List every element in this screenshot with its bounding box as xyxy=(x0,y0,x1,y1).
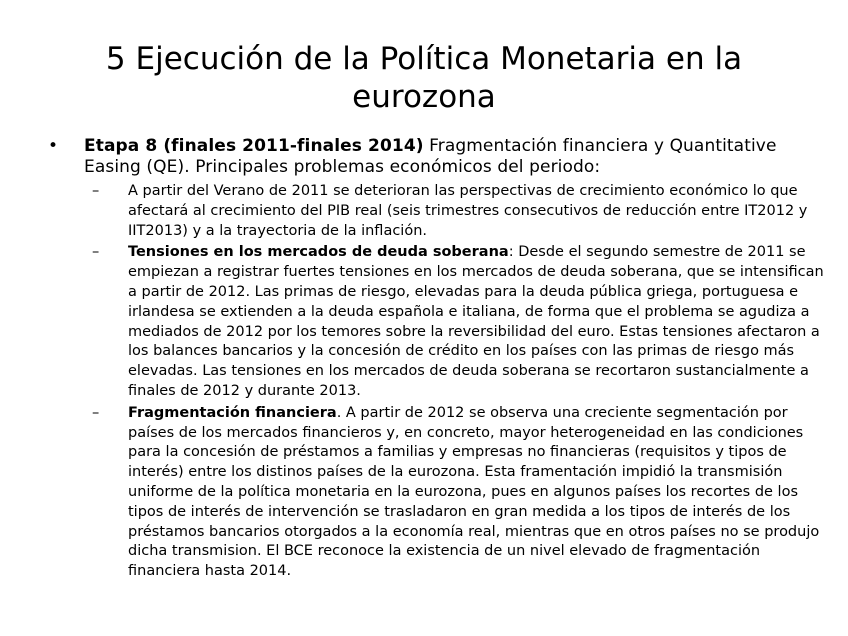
bullet-heading: Etapa 8 (finales 2011-finales 2014) xyxy=(84,136,424,156)
dash-icon: – xyxy=(92,183,100,199)
dash-icon: – xyxy=(92,404,100,421)
slide-title: 5 Ejecución de la Política Monetaria en la eurozona xyxy=(105,41,743,115)
slide-content xyxy=(48,136,830,582)
sub-item-text xyxy=(128,404,824,582)
bullet-text xyxy=(84,136,830,178)
sub-item-sovereign-debt xyxy=(48,243,830,401)
sub-item-text xyxy=(128,182,824,241)
sub-item-growth xyxy=(48,182,830,241)
sub-item-heading: Fragmentación financiera xyxy=(128,404,337,421)
sub-item-text xyxy=(128,243,824,401)
sub-item-body: . A partir de 2012 se observa una creciente segmentación por países de los mercados financieros y, en concreto, mayor heterogeneidad en las condiciones para la concesión de préstamos a familias y empresas no financieras (requisitos y tipos de interés) entre los distinos países de la eurozona. Esta framentación impidió la transmisión uniforme de la política monetaria en la eurozona, pues en algunos países los recortes de los tipos de interés de intervención se trasladaron en gran medida a los tipos de interés de los préstamos bancarios otorgados a la economía real, mientras que en otros países no se produjo dicha transmision. El BCE reconoce la existencia de un nivel elevado de fragmentación financiera hasta 2014. xyxy=(128,404,820,580)
sub-list xyxy=(48,182,830,582)
bullet-body: Fragmentación financiera y Quantitative Easing (QE). Principales problemas económicos del periodo: xyxy=(84,136,777,177)
sub-item-body: A partir del Verano de 2011 se deterioran las perspectivas de crecimiento económico lo que afectará al crecimiento del PIB real (seis trimestres consecutivos de reducción entre IT2012 y IIT2013) y a la trayectoria de la inflación. xyxy=(128,183,808,239)
bullet-icon: • xyxy=(48,136,59,156)
sub-item-fragmentation xyxy=(48,404,830,582)
dash-icon: – xyxy=(92,244,100,261)
bullet-item xyxy=(48,136,830,178)
sub-item-body: : Desde el segundo semestre de 2011 se empiezan a registrar fuertes tensiones en los mercados de deuda soberana, que se intensifican a partir de 2012. Las primas de riesgo, elevadas para la deuda pública griega, portuguesa e irlandesa se extienden a la deuda española e italiana, de forma que el problema se agudiza a mediados de 2012 por los temores sobre la reversibilidad del euro. Estas tensiones afectaron a los balances bancarios y la concesión de crédito en los países con las primas de riesgo más elevadas. Las tensiones en los mercados de deuda soberana se recortaron sustancialmente a finales de 2012 y durante 2013. xyxy=(128,244,824,399)
sub-item-heading: Tensiones en los mercados de deuda soberana xyxy=(128,244,509,261)
